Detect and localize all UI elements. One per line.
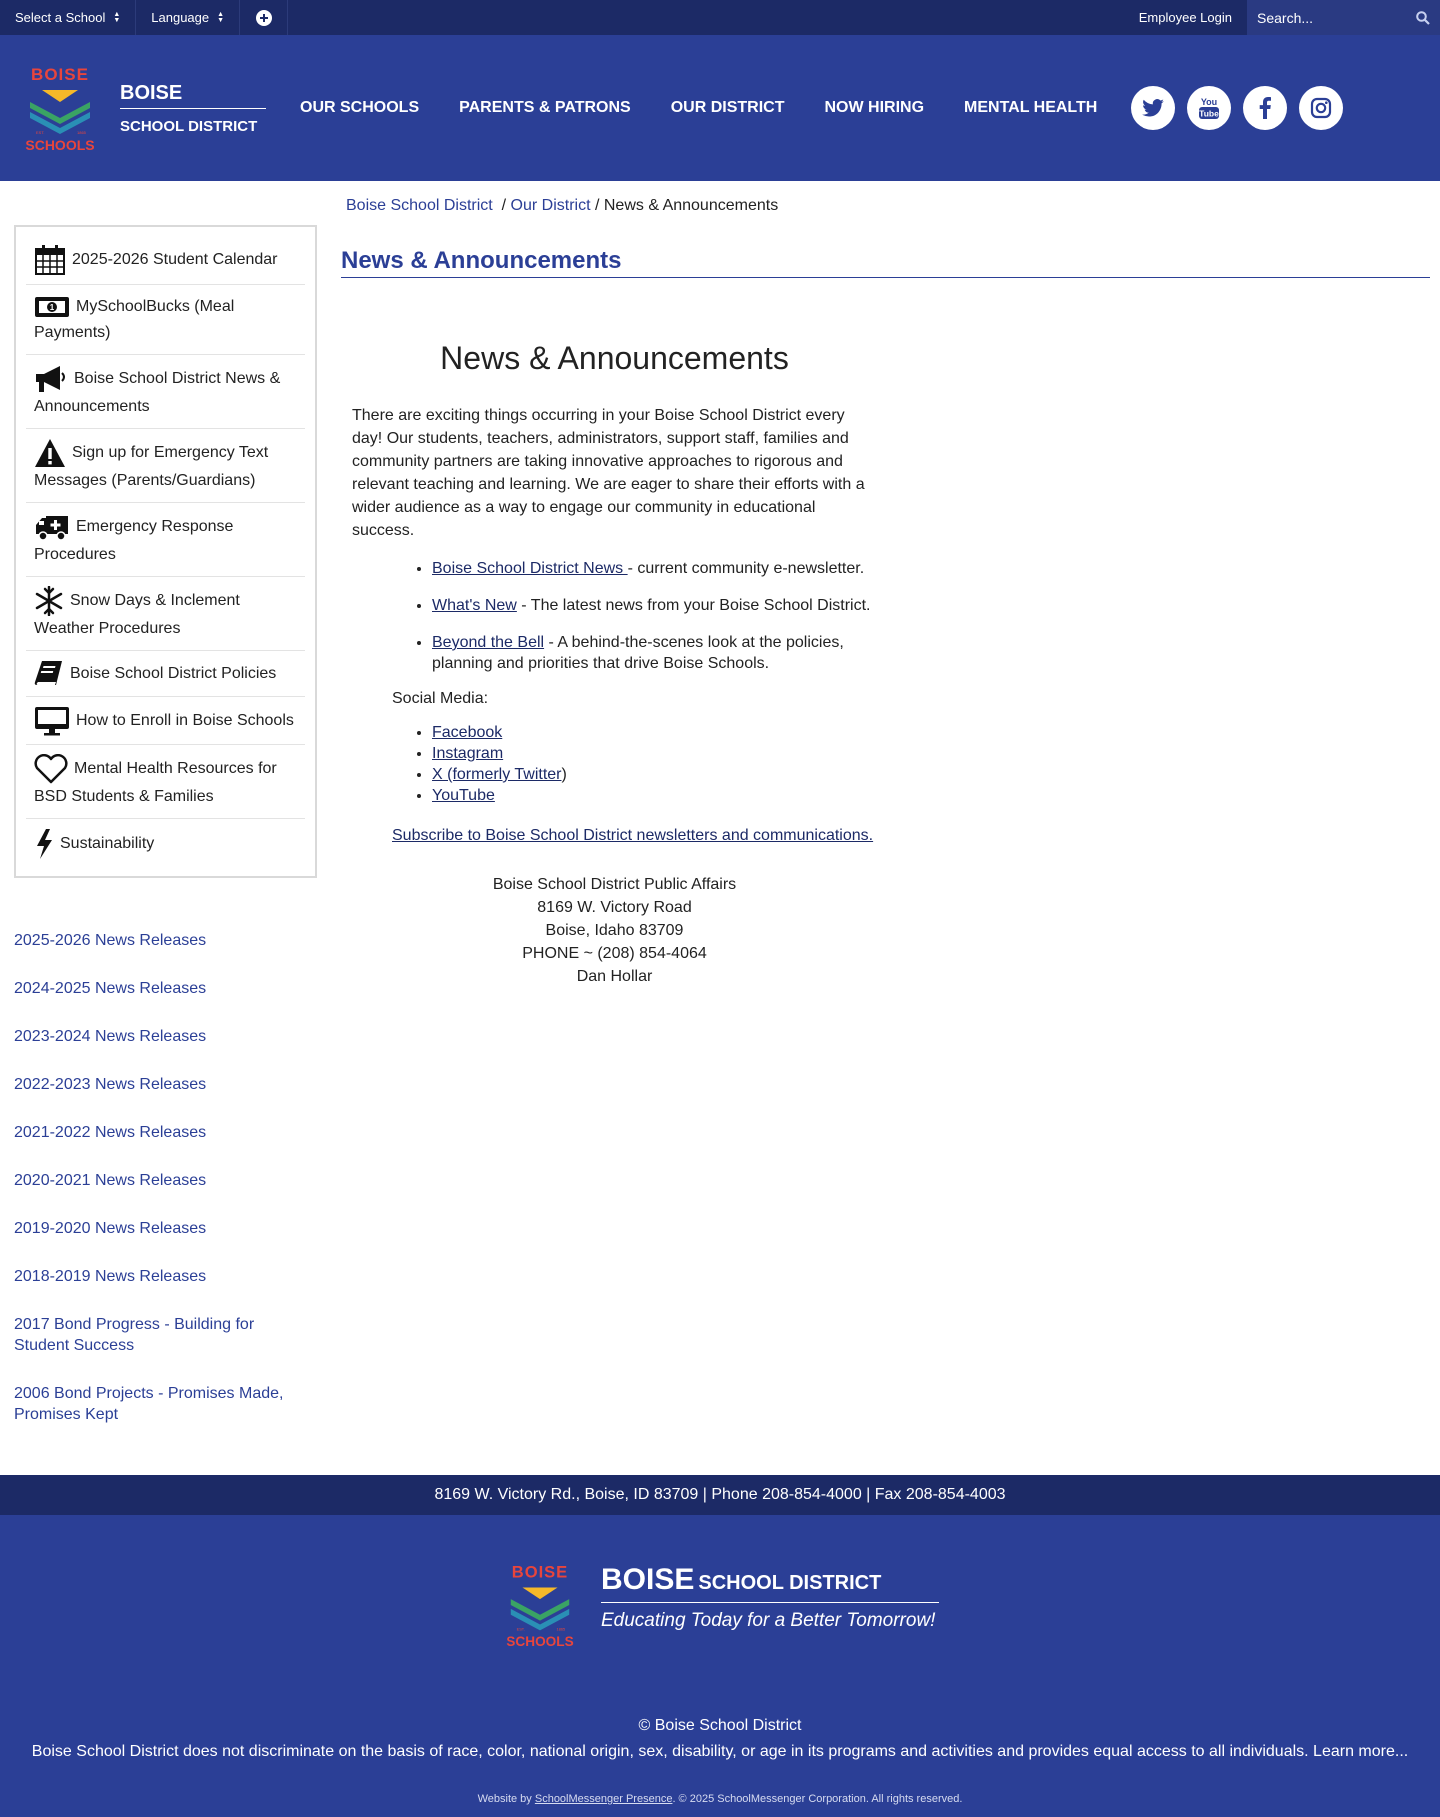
footer-brand-big: BOISE <box>601 1563 695 1596</box>
quicklink-label: How to Enroll in Boise Schools <box>76 712 294 730</box>
boise-schools-logo[interactable] <box>503 1557 577 1653</box>
ambulance-icon <box>34 512 70 542</box>
breadcrumb-our-district[interactable]: Our District <box>510 197 591 214</box>
credit-suffix: . © 2025 SchoolMessenger Corporation. All rights reserved. <box>672 1793 963 1805</box>
utility-bar <box>0 0 1440 35</box>
news-release-link[interactable]: 2019-2020 News Releases <box>14 1220 207 1237</box>
quicklink-label: 2025-2026 Student Calendar <box>72 251 278 269</box>
quicklink-label: Emergency Response Procedures <box>34 518 234 563</box>
main-content <box>341 181 1440 1452</box>
bolt-icon <box>34 828 54 860</box>
instagram-link[interactable]: Instagram <box>432 745 504 762</box>
footer-brand-name <box>601 1563 939 1603</box>
beyond-the-bell-link[interactable]: Beyond the Bell <box>432 634 545 651</box>
link-description: - The latest news from your Boise School District. <box>516 597 871 614</box>
calendar-icon <box>34 244 66 276</box>
list-item <box>432 558 877 579</box>
money-icon <box>34 295 70 319</box>
news-release-link[interactable]: 2020-2021 News Releases <box>14 1172 207 1189</box>
list-item <box>432 743 877 764</box>
search-box <box>1247 0 1440 35</box>
twitter-link[interactable]: X (formerly Twitter <box>432 766 562 783</box>
svg-text:BOISE: BOISE <box>31 65 89 84</box>
quicklink-policies[interactable] <box>26 651 305 697</box>
whats-new-link[interactable]: What's New <box>432 597 517 614</box>
list-item <box>432 764 877 785</box>
instagram-icon[interactable] <box>1299 86 1343 130</box>
article-heading: News & Announcements <box>440 340 789 376</box>
sidebar <box>0 181 341 1452</box>
quicklink-enroll[interactable] <box>26 697 305 745</box>
news-links-list <box>432 558 877 674</box>
news-release-link[interactable]: 2006 Bond Projects - Promises Made, Promises Kept <box>14 1385 284 1423</box>
site-credit <box>0 1793 1440 1805</box>
brand-line1: BOISE <box>120 82 266 109</box>
quicklink-label: MySchoolBucks (Meal Payments) <box>34 298 235 341</box>
sort-arrows-icon: ▲ ▼ <box>217 10 225 24</box>
contact-line: Boise, Idaho 83709 <box>545 922 684 939</box>
heart-icon <box>34 754 68 784</box>
list-item <box>432 632 877 674</box>
quicklink-snow-days[interactable] <box>26 577 305 651</box>
quicklink-label: Sustainability <box>60 835 155 853</box>
learn-more-link[interactable]: Learn more... <box>1313 1743 1409 1760</box>
social-media-list <box>432 722 877 806</box>
svg-text:SCHOOLS: SCHOOLS <box>25 137 95 153</box>
main-area <box>0 181 1440 1452</box>
contact-line: Boise School District Public Affairs <box>492 876 737 893</box>
page-title: News & Announcements <box>341 247 1430 278</box>
breadcrumb-current: News & Announcements <box>603 197 779 214</box>
language-dropdown[interactable] <box>136 0 240 35</box>
quicklink-news-announcements[interactable] <box>26 355 305 429</box>
footer-brand <box>503 1557 939 1653</box>
search-input[interactable] <box>1257 10 1397 26</box>
credit-prefix: Website by <box>477 1793 535 1805</box>
youtube-link[interactable]: YouTube <box>432 787 495 804</box>
news-release-link[interactable]: 2024-2025 News Releases <box>14 980 207 997</box>
svg-text:Tube: Tube <box>1199 108 1220 119</box>
twitter-icon[interactable] <box>1131 86 1175 130</box>
article-intro: There are exciting things occurring in your Boise School District every day! Our students, teachers, administrators, support staff, families and community partners are taking innovative approaches to rigorous and relevant teaching and learning. We are eager to share their efforts with a wider audience as a way to engage our community in educational success. <box>352 407 865 539</box>
site-footer <box>0 1515 1440 1817</box>
svg-text:1865: 1865 <box>556 1626 566 1632</box>
news-release-link[interactable]: 2022-2023 News Releases <box>14 1076 207 1093</box>
link-description: - current community e-newsletter. <box>627 560 865 577</box>
closing-paren: ) <box>561 766 567 783</box>
quick-links-panel <box>14 225 317 878</box>
nondiscrimination-statement <box>20 1740 1420 1763</box>
article <box>352 340 877 988</box>
list-item <box>432 785 877 806</box>
quicklink-student-calendar[interactable] <box>26 235 305 285</box>
language-label: Language <box>151 10 210 25</box>
warning-icon <box>34 438 66 468</box>
news-releases-list <box>14 930 341 1425</box>
sort-arrows-icon: ▲ ▼ <box>113 10 121 24</box>
nav-now-hiring[interactable]: NOW HIRING <box>824 99 925 116</box>
svg-text:1: 1 <box>49 302 55 312</box>
subscribe-link[interactable]: Subscribe to Boise School District newsletters and communications. <box>392 827 874 844</box>
svg-text:SCHOOLS: SCHOOLS <box>506 1633 574 1649</box>
news-release-link[interactable]: 2021-2022 News Releases <box>14 1124 207 1141</box>
facebook-icon[interactable] <box>1243 86 1287 130</box>
nav-parents-patrons[interactable]: PARENTS & PATRONS <box>459 99 631 116</box>
quicklink-label: Boise School District News & Announcements <box>34 370 281 415</box>
district-news-link[interactable]: Boise School District News <box>432 560 628 577</box>
footer-brand-small: SCHOOL DISTRICT <box>698 1572 882 1594</box>
book-icon <box>34 660 64 688</box>
breadcrumb-home[interactable]: Boise School District <box>346 197 493 214</box>
brand-name[interactable] <box>120 82 266 135</box>
schoolmessenger-link[interactable]: SchoolMessenger Presence <box>534 1793 673 1805</box>
quicklink-emergency-response[interactable] <box>26 503 305 577</box>
quicklink-sustainability[interactable] <box>26 819 305 868</box>
copyright: © Boise School District <box>638 1717 802 1734</box>
svg-text:You: You <box>1201 97 1218 107</box>
nav-our-district[interactable]: OUR DISTRICT <box>670 99 785 116</box>
list-item <box>432 722 877 743</box>
breadcrumb-separator: / <box>594 197 600 214</box>
nav-our-schools[interactable]: OUR SCHOOLS <box>300 99 420 116</box>
list-item <box>432 595 877 616</box>
svg-text:BOISE: BOISE <box>511 1562 569 1582</box>
quicklink-mental-health[interactable] <box>26 745 305 819</box>
nondiscrimination-text: Boise School District does not discriminate on the basis of race, color, national origin, sex, disability, or age in its programs and activities and provides equal access to all individuals. <box>31 1743 1309 1760</box>
svg-text:1865: 1865 <box>77 130 86 135</box>
youtube-icon[interactable] <box>1187 86 1231 130</box>
site-header <box>0 35 1440 181</box>
news-release-link[interactable]: 2018-2019 News Releases <box>14 1268 207 1285</box>
news-release-link[interactable]: 2025-2026 News Releases <box>14 932 207 949</box>
footer-address-bar: 8169 W. Victory Rd., Boise, ID 83709 | Phone 208-854-4000 | Fax 208-854-4003 <box>0 1475 1440 1515</box>
search-icon[interactable] <box>1416 11 1430 25</box>
breadcrumb <box>346 197 1440 215</box>
svg-text:EST.: EST. <box>516 1626 525 1632</box>
contact-line: PHONE ~ (208) 854-4064 <box>522 945 707 962</box>
select-school-dropdown[interactable] <box>0 0 136 35</box>
contact-line: 8169 W. Victory Road <box>537 899 692 916</box>
quicklink-label: Mental Health Resources for BSD Students & Families <box>34 760 277 805</box>
brand-line2: SCHOOL DISTRICT <box>120 117 258 135</box>
quicklink-myschoolbucks[interactable] <box>26 285 305 355</box>
breadcrumb-separator: / <box>501 197 507 214</box>
add-shortcut-button[interactable] <box>240 0 288 35</box>
facebook-link[interactable]: Facebook <box>432 724 503 741</box>
social-links <box>1131 86 1343 130</box>
quicklink-emergency-text[interactable] <box>26 429 305 503</box>
social-media-label: Social Media: <box>392 690 489 707</box>
quicklink-label: Sign up for Emergency Text Messages (Parents/Guardians) <box>34 444 269 489</box>
snowflake-icon <box>34 586 64 616</box>
employee-login-link[interactable]: Employee Login <box>1138 10 1232 25</box>
subscribe-block <box>392 824 877 847</box>
contact-block <box>392 873 837 988</box>
select-school-label: Select a School <box>15 10 106 25</box>
desktop-icon <box>34 706 70 736</box>
svg-text:EST.: EST. <box>36 130 45 135</box>
footer-brand-text <box>601 1563 939 1653</box>
plus-circle-icon <box>256 10 272 26</box>
quicklink-label: Boise School District Policies <box>70 665 277 683</box>
nav-mental-health[interactable]: MENTAL HEALTH <box>964 99 1098 116</box>
footer-tagline: Educating Today for a Better Tomorrow! <box>601 1610 936 1631</box>
news-release-link[interactable]: 2017 Bond Progress - Building for Student Success <box>14 1316 255 1354</box>
link-description: - A behind-the-scenes look at the policies, planning and priorities that drive Boise Schools. <box>432 634 844 672</box>
boise-schools-logo[interactable] <box>22 60 98 156</box>
main-nav <box>300 99 1137 117</box>
megaphone-icon <box>34 364 68 394</box>
news-release-link[interactable]: 2023-2024 News Releases <box>14 1028 207 1045</box>
quicklink-label: Snow Days & Inclement Weather Procedures <box>34 592 240 637</box>
contact-line: Dan Hollar <box>576 968 653 985</box>
